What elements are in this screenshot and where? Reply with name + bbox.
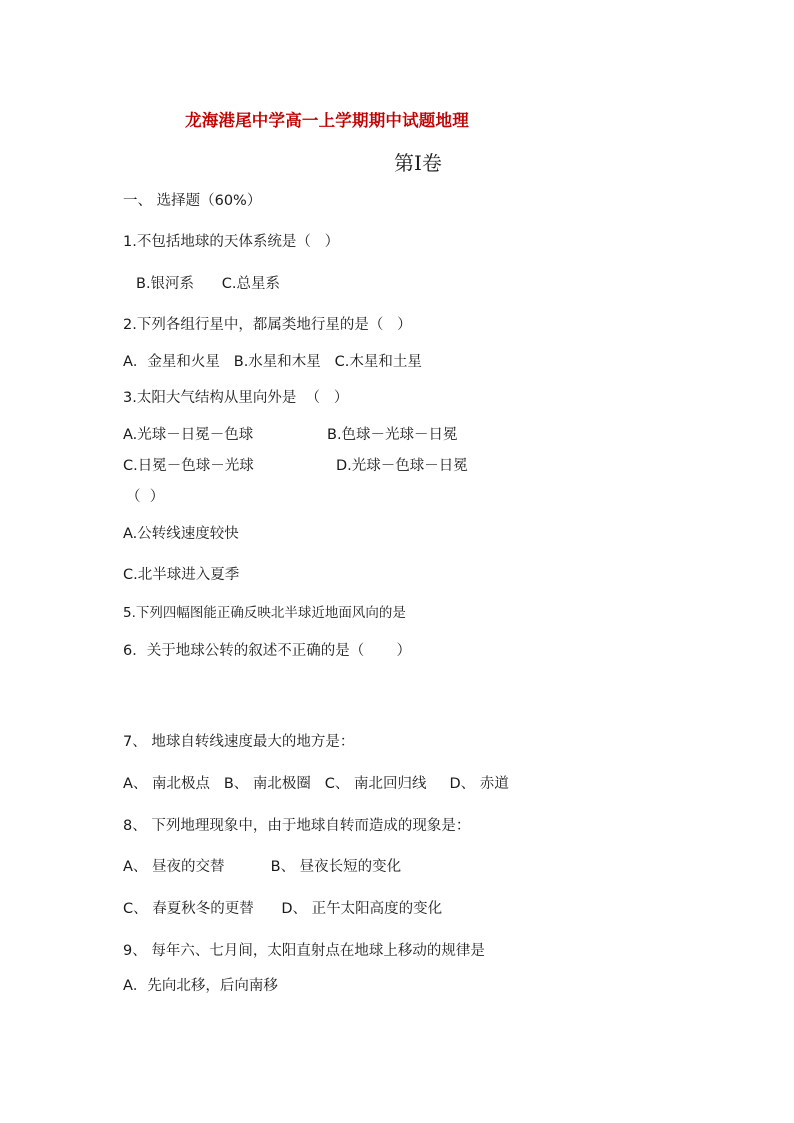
question-2-options: A．金星和火星 B.水星和木星 C.木星和土星 <box>123 354 422 370</box>
question-4-paren: （ ） <box>126 489 165 505</box>
document-subtitle: 第Ⅰ卷 <box>394 151 442 175</box>
question-4-option-c: C.北半球进入夏季 <box>123 567 240 583</box>
document-title: 龙海港尾中学高一上学期期中试题地理 <box>185 111 469 130</box>
question-3-option-c: C.日冕－色球－光球 <box>123 458 254 474</box>
question-3-option-a: A.光球－日冕－色球 <box>123 427 254 443</box>
question-8-options-cd: C、 春夏秋冬的更替 D、 正午太阳高度的变化 <box>123 901 443 917</box>
question-3-option-b: B.色球－光球－日冕 <box>327 427 458 443</box>
question-5: 5.下列四幅图能正确反映北半球近地面风向的是 <box>123 605 406 621</box>
section-heading: 一、 选择题（60%） <box>123 193 262 209</box>
question-2: 2.下列各组行星中，都属类地行星的是（ ） <box>123 317 412 333</box>
question-7-options: A、 南北极点 B、 南北极圈 C、 南北回归线 D、 赤道 <box>123 776 509 792</box>
question-9-option-a: A．先向北移，后向南移 <box>123 978 278 994</box>
question-4-option-a: A.公转线速度较快 <box>123 526 239 542</box>
question-9: 9、 每年六、七月间，太阳直射点在地球上移动的规律是 <box>123 943 485 959</box>
question-7: 7、 地球自转线速度最大的地方是： <box>123 734 355 750</box>
question-3: 3.太阳大气结构从里向外是 （ ） <box>123 390 349 406</box>
question-6: 6．关于地球公转的叙述不正确的是（ ） <box>123 643 411 659</box>
question-3-option-d: D.光球－色球－日冕 <box>336 458 468 474</box>
question-8-options-ab: A、 昼夜的交替 B、 昼夜长短的变化 <box>123 859 402 875</box>
question-1: 1.不包括地球的天体系统是（ ） <box>123 234 340 250</box>
question-8: 8、 下列地理现象中，由于地球自转而造成的现象是： <box>123 818 471 834</box>
question-1-options: B.银河系 C.总星系 <box>136 276 280 292</box>
